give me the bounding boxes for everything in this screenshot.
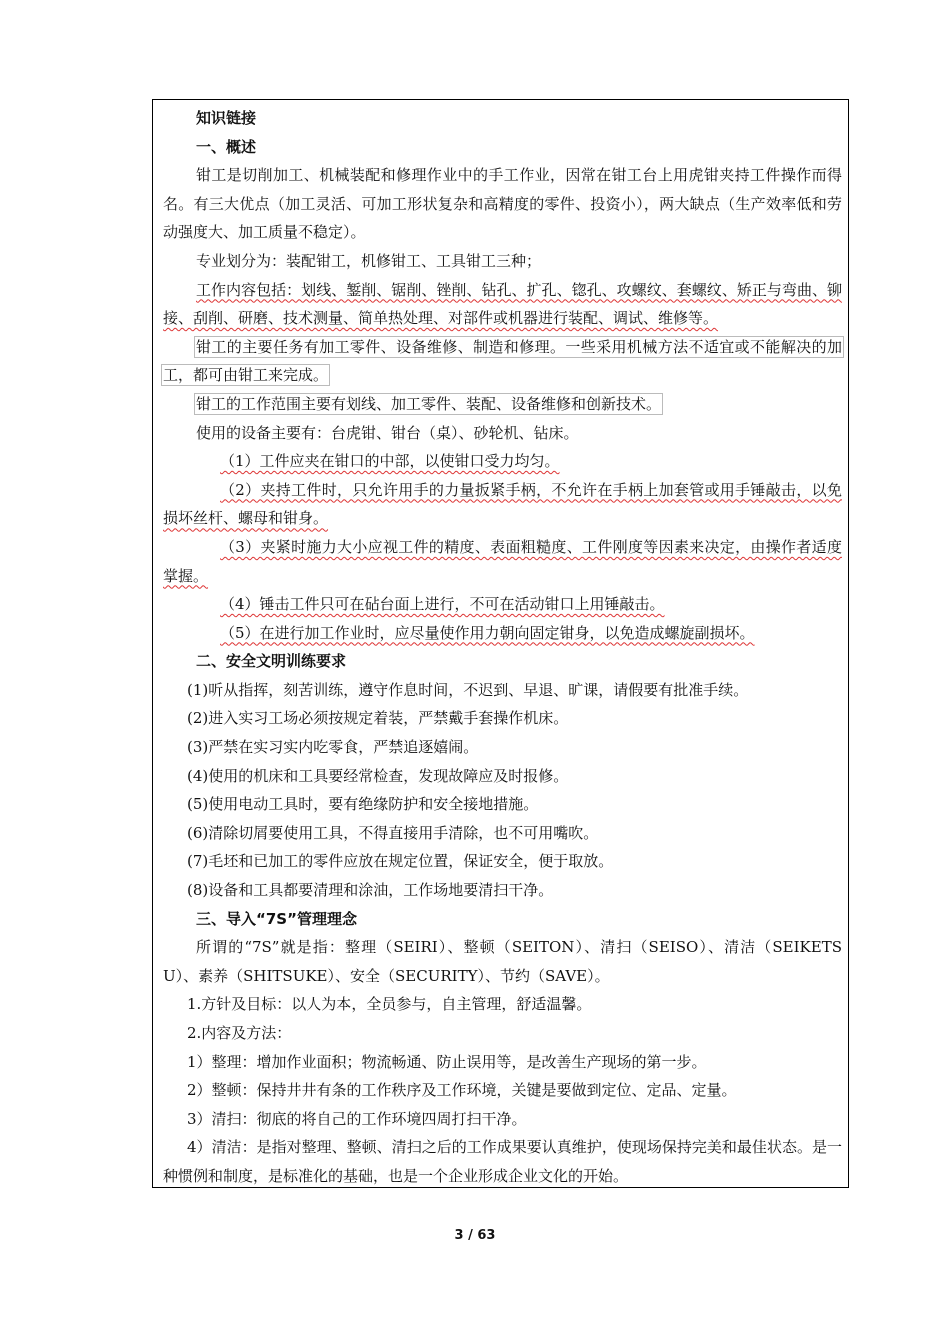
7s-policy: 1.方针及目标：以人为本，全员参与，自主管理，舒适温馨。 [187, 995, 592, 1014]
note-item: （1）工件应夹在钳口的中部，以使钳口受力均匀。 [220, 452, 560, 471]
safety-rule: (8)设备和工具都要清理和涂油，工作场地要清扫干净。 [187, 881, 554, 900]
heading-7s: 三、导入“7S”管理理念 [196, 909, 357, 928]
7s-item: 4）清洁：是指对整理、整顿、清扫之后的工作成果要认真维护，使现场保持完美和最佳状态。是一种惯例和制度，是标准化的基础，也是一个企业形成企业文化的开始。 [163, 1138, 842, 1185]
safety-rule: (7)毛坯和已加工的零件应放在规定位置，保证安全，便于取放。 [187, 852, 614, 871]
7s-definition: 所谓的“7S”就是指：整理（SEIRI）、整顿（SEITON）、清扫（SEISO）、清洁（SEIKETSU）、素养（SHITSUKE）、安全（SECURITY）、节约（SAVE）。 [163, 938, 842, 985]
heading-overview: 一、概述 [196, 137, 257, 156]
safety-rule: (1)听从指挥，刻苦训练，遵守作息时间，不迟到、早退、旷课，请假要有批准手续。 [187, 680, 749, 699]
content-box [152, 99, 849, 1188]
page-number: 3 / 63 [454, 1228, 496, 1243]
safety-rule: (6)清除切屑要使用工具，不得直接用手清除，也不可用嘴吹。 [187, 823, 599, 842]
7s-item: 1）整理：增加作业面积；物流畅通、防止误用等，是改善生产现场的第一步。 [187, 1052, 707, 1071]
note-item: （2）夹持工件时，只允许用手的力量扳紧手柄，不允许在手柄上加套管或用手锤敲击，以免损坏丝杆、螺母和钳身。 [163, 480, 842, 528]
note-item: （4）锤击工件只可在砧台面上进行，不可在活动钳口上用锤敲击。 [220, 595, 665, 614]
safety-rule: (3)严禁在实习实内吃零食，严禁追逐嬉闹。 [187, 738, 479, 757]
note-item: （5）在进行加工作业时，应尽量使作用力朝向固定钳身，以免造成螺旋副损坏。 [220, 623, 755, 642]
equipment-paragraph: 使用的设备主要有：台虎钳、钳台（桌）、砂轮机、钻床。 [196, 423, 579, 442]
safety-rule: (2)进入实习工场必须按规定着装，严禁戴手套操作机床。 [187, 709, 569, 728]
overview-paragraph: 钳工是切削加工、机械装配和修理作业中的手工作业，因常在钳工台上用虎钳夹持工件操作而得名。有三大优点（加工灵活、可加工形状复杂和高精度的零件、投资小），两大缺点（生产效率低和劳动强度大、加工质量不稳定）。 [163, 166, 842, 242]
note-item: （3）夹紧时施力大小应视工件的精度、表面粗糙度、工件刚度等因素来决定，由操作者适度掌握。 [163, 537, 842, 585]
7s-item: 2）整顿：保持井井有条的工作秩序及工作环境，关键是要做到定位、定品、定量。 [187, 1081, 737, 1100]
heading-safety: 二、安全文明训练要求 [196, 652, 347, 671]
safety-rule: (5)使用电动工具时，要有绝缘防护和安全接地措施。 [187, 795, 539, 814]
7s-methods-heading: 2.内容及方法： [187, 1024, 292, 1042]
main-task-paragraph: 钳工的主要任务有加工零件、设备维修、制造和修理。一些采用机械方法不适宜或不能解决的加工，都可由钳工来完成。 [163, 337, 842, 385]
7s-item: 3）清扫：彻底的将自己的工作环境四周打扫干净。 [187, 1109, 527, 1128]
work-content-paragraph: 工作内容包括：划线、錾削、锯削、锉削、钻孔、扩孔、锪孔、攻螺纹、套螺纹、矫正与弯曲、铆接、刮削、研磨、技术测量、简单热处理、对部件或机器进行装配、调试、维修等。 [163, 280, 842, 328]
work-scope-paragraph: 钳工的工作范围主要有划线、加工零件、装配、设备维修和创新技术。 [196, 394, 662, 413]
section-title: 知识链接 [196, 109, 257, 127]
safety-rule: (4)使用的机床和工具要经常检查，发现故障应及时报修。 [187, 766, 569, 785]
specialty-paragraph: 专业划分为：装配钳工，机修钳工、工具钳工三种； [196, 251, 542, 270]
